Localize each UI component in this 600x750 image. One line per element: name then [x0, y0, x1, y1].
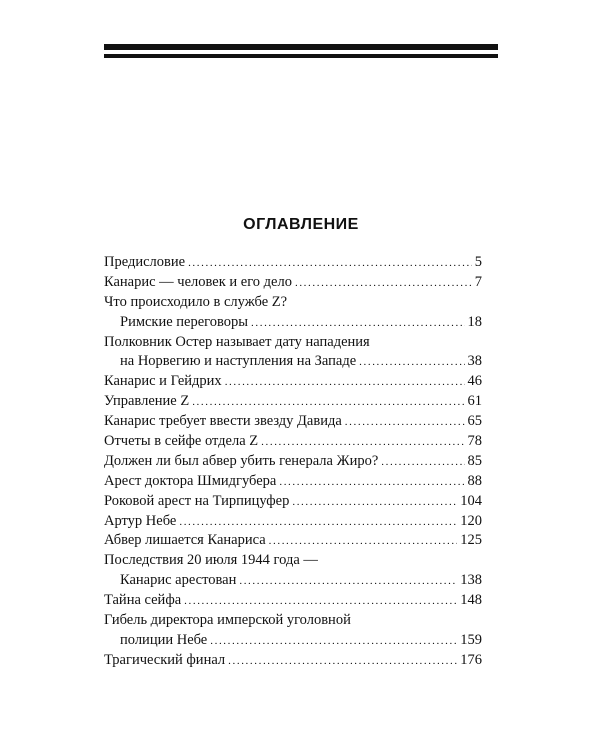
toc-entry-title: Трагический финал — [104, 651, 226, 668]
toc-entry-title: полиции Небе — [120, 631, 208, 648]
toc-entry-title: Гибель директора имперской уголовной — [104, 612, 351, 629]
toc-entry-title: Роковой арест на Тирпицуфер — [104, 492, 290, 509]
toc-entry-line — [104, 571, 482, 591]
toc-entry-title: Канарис арестован — [120, 572, 237, 589]
toc-entry-line — [104, 313, 482, 333]
toc-page-number: 18 — [467, 313, 482, 330]
toc-entry-line — [104, 492, 482, 512]
toc-dot-leader — [225, 373, 465, 393]
toc-page-number: 5 — [474, 254, 482, 270]
toc-entry-line — [104, 253, 482, 273]
toc-page-number: 104 — [460, 492, 482, 509]
toc-entry-line — [104, 531, 482, 551]
toc-entry-title: Отчеты в сейфе отдела Z — [104, 433, 259, 450]
toc-entry-line — [104, 651, 482, 671]
toc-dot-leader — [184, 592, 457, 612]
toc-dot-leader — [359, 353, 464, 373]
toc-entry-line — [104, 551, 482, 571]
toc-page-number: 159 — [460, 631, 482, 648]
toc-entry-line — [104, 432, 482, 452]
toc-entry-line — [104, 333, 482, 353]
toc-dot-leader — [188, 254, 472, 274]
toc-entry-line — [104, 512, 482, 532]
toc-dot-leader — [251, 314, 464, 334]
toc-entry-title: Полковник Остер называет дату нападения — [104, 333, 370, 350]
toc-entry-line — [104, 293, 482, 313]
toc-dot-leader — [345, 413, 465, 433]
toc-dot-leader — [279, 473, 464, 493]
toc-entry-line — [104, 472, 482, 492]
toc-page-number: 88 — [467, 472, 482, 489]
toc-entry-title: Канарис и Гейдрих — [104, 373, 222, 390]
toc-entry-title: Тайна сейфа — [104, 592, 182, 609]
toc-entry-title: Артур Небе — [104, 512, 177, 529]
toc-page-number: 46 — [467, 373, 482, 390]
header-rule-thick — [104, 44, 498, 50]
header-rule-thin — [104, 54, 498, 58]
toc-entry-title: Последствия 20 июля 1944 года — — [104, 552, 318, 569]
toc-page-number: 120 — [460, 512, 482, 529]
toc-dot-leader — [192, 393, 464, 413]
toc-entry-title: Управление Z — [104, 393, 190, 410]
toc-entry-line — [104, 591, 482, 611]
toc-entry-line — [104, 372, 482, 392]
toc-entry-title: Предисловие — [104, 254, 186, 270]
toc-dot-leader — [239, 572, 457, 592]
toc-dot-leader — [269, 532, 458, 552]
toc-dot-leader — [228, 652, 457, 672]
toc-entry-title: Римские переговоры — [120, 313, 249, 330]
toc-dot-leader — [292, 493, 457, 513]
toc-page-number: 125 — [460, 532, 482, 549]
toc-list — [104, 253, 482, 671]
toc-title: ОГЛАВЛЕНИЕ — [243, 216, 359, 233]
toc-entry-line — [104, 611, 482, 631]
toc-entry-line — [104, 631, 482, 651]
toc-entry-title: Канарис требует ввести звезду Давида — [104, 413, 342, 430]
toc-page-number: 85 — [467, 452, 482, 469]
toc-page-number: 38 — [467, 353, 482, 370]
toc-entry-line — [104, 273, 482, 293]
toc-dot-leader — [261, 433, 464, 453]
toc-page-number: 61 — [467, 393, 482, 410]
toc-page-number: 148 — [460, 592, 482, 609]
toc-page-number: 138 — [460, 572, 482, 589]
toc-entry-line — [104, 392, 482, 412]
toc-entry-title: Абвер лишается Канариса — [104, 532, 266, 549]
toc-page-number: 78 — [467, 433, 482, 450]
toc-page-number: 65 — [467, 413, 482, 430]
toc-entry-line — [104, 352, 482, 372]
toc-page-number: 176 — [460, 651, 482, 668]
toc-entry-title: Арест доктора Шмидгубера — [104, 472, 277, 489]
toc-page-number: 7 — [474, 273, 482, 290]
toc-dot-leader — [210, 632, 457, 652]
toc-entry-line — [104, 412, 482, 432]
toc-dot-leader — [295, 274, 472, 294]
toc-entry-title: Что происходило в службе Z? — [104, 293, 288, 310]
toc-entry-title: на Норвегию и наступления на Западе — [120, 353, 357, 370]
toc-entry-title: Канарис — человек и его дело — [104, 273, 292, 290]
toc-entry-title: Должен ли был абвер убить генерала Жиро? — [104, 452, 379, 469]
toc-entry-line — [104, 452, 482, 472]
toc-dot-leader — [179, 513, 457, 533]
toc-dot-leader — [381, 453, 464, 473]
